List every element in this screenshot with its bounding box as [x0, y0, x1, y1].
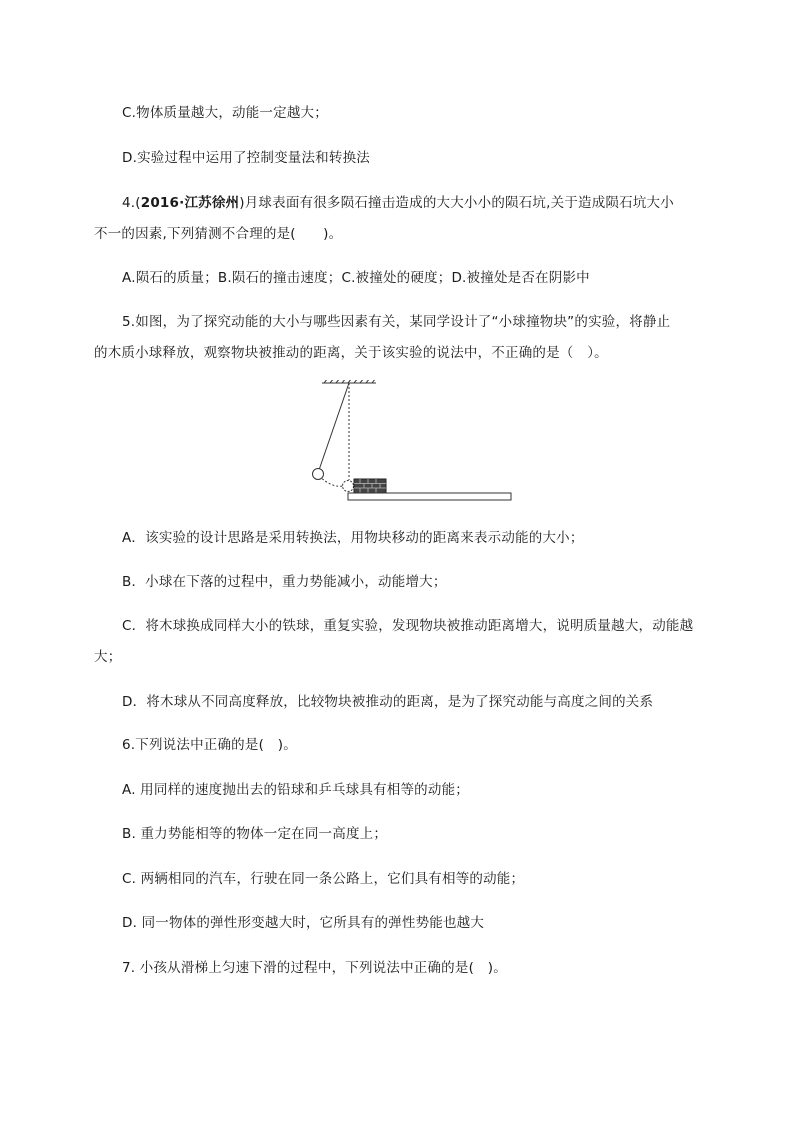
ball-bottom	[343, 481, 354, 492]
q4-stem-line2: 不一的因素,下列猜测不合理的是( )。	[94, 226, 343, 242]
q5-option-c-line1: C．将木球换成同样大小的铁球，重复实验，发现物块被推动距离增大，说明质量越大，动能越	[122, 618, 694, 634]
q4-stem-line1	[122, 193, 674, 213]
pendulum-string	[319, 383, 349, 470]
q5-stem-line1: 5.如图，为了探究动能的大小与哪些因素有关，某同学设计了“小球撞物块”的实验，将静止	[122, 314, 671, 330]
q6-stem: 6.下列说法中正确的是( )。	[122, 737, 297, 753]
q4-stem-text: )月球表面有很多陨石撞击造成的大大小小的陨石坑,关于造成陨石坑大小	[239, 195, 674, 211]
q3-option-d: D.实验过程中运用了控制变量法和转换法	[122, 150, 370, 166]
q6-option-a: A. 用同样的速度抛出去的铅球和乒乓球具有相等的动能；	[122, 782, 469, 798]
wooden-block	[354, 479, 386, 493]
q6-option-b: B. 重力势能相等的物体一定在同一高度上；	[122, 826, 388, 842]
q5-option-b: B．小球在下落的过程中，重力势能减小，动能增大；	[122, 574, 447, 590]
q4-options: A.陨石的质量；B.陨石的撞击速度；C.被撞处的硬度；D.被撞处是否在阴影中	[122, 270, 590, 286]
q5-option-a: A．该实验的设计思路是采用转换法，用物块移动的距离来表示动能的大小；	[122, 530, 584, 546]
ceiling-support	[322, 380, 376, 383]
q3-option-c: C.物体质量越大，动能一定越大；	[122, 105, 328, 121]
q6-option-c: C. 两辆相同的汽车，行驶在同一条公路上，它们具有相等的动能；	[122, 871, 525, 887]
q4-source: 2016·江苏徐州	[140, 195, 240, 211]
ball-start	[313, 469, 324, 480]
q7-stem: 7. 小孩从滑梯上匀速下滑的过程中，下列说法中正确的是( )。	[122, 960, 507, 976]
q4-number: 4.(	[122, 195, 141, 211]
q5-stem-line2: 的木质小球释放，观察物块被推动的距离，关于该实验的说法中，不正确的是（ ）。	[94, 345, 608, 361]
q5-option-c-line2: 大；	[94, 649, 122, 665]
q6-option-d: D. 同一物体的弹性形变越大时，它所具有的弹性势能也越大	[122, 915, 485, 931]
pendulum-experiment-figure	[300, 380, 520, 505]
q5-option-d: D．将木球从不同高度释放，比较物块被推动的距离，是为了探究动能与高度之间的关系	[122, 694, 654, 710]
horizontal-track	[348, 493, 511, 500]
